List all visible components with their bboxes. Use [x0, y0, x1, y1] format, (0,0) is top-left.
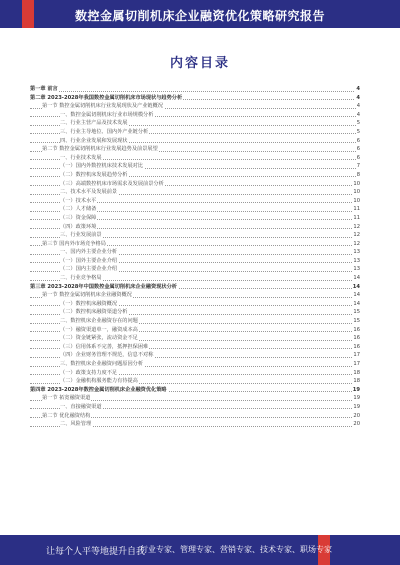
- toc-entry-title: 第三节 国内外市场竞争格局: [42, 240, 106, 247]
- toc-entry-page: 4: [356, 111, 360, 118]
- toc-entry[interactable]: [30, 180, 360, 189]
- toc-entry-title: （四）企业财务管理不规范，信息不对称: [60, 352, 154, 359]
- toc-entry-title: （二）人才储备: [60, 206, 97, 213]
- toc-entry[interactable]: [30, 102, 360, 111]
- toc-entry-page: 14: [352, 283, 360, 290]
- toc-entry-page: 6: [356, 154, 360, 161]
- toc-entry-page: 19: [353, 403, 360, 410]
- toc-entry-page: 6: [356, 137, 360, 144]
- toc-entry[interactable]: [30, 145, 360, 154]
- toc-entry-title: 第三章 2023-2028年中国数控金属切削机床企业融资现状分析: [30, 283, 177, 290]
- toc-entry-page: 13: [353, 257, 360, 264]
- toc-entry[interactable]: [30, 128, 360, 137]
- toc-entry-page: 5: [356, 128, 360, 135]
- toc-entry-page: 11: [353, 214, 360, 221]
- toc-entry[interactable]: [30, 420, 360, 429]
- toc-entry-title: 一、行业技术发展: [60, 154, 102, 161]
- toc-entry-title: （三）高端数控机床市场需求及发展前景分析: [60, 180, 164, 187]
- toc-entry[interactable]: [30, 137, 360, 146]
- toc-entry[interactable]: [30, 334, 360, 343]
- toc-entry[interactable]: [30, 300, 360, 309]
- toc-entry[interactable]: [30, 377, 360, 386]
- toc-entry[interactable]: [30, 171, 360, 180]
- toc-entry[interactable]: [30, 317, 360, 326]
- toc-entry-page: 19: [353, 395, 360, 402]
- toc-entry[interactable]: [30, 326, 360, 335]
- toc-entry-page: 18: [353, 369, 360, 376]
- toc-entry-page: 16: [353, 335, 360, 342]
- report-title: 数控金属切削机床企业融资优化策略研究报告: [74, 9, 325, 23]
- toc-entry[interactable]: [30, 265, 360, 274]
- toc-entry[interactable]: [30, 308, 360, 317]
- toc-entry-title: （一）政策支持力度不足: [60, 369, 118, 376]
- toc-entry-title: （二）国内主要企业介绍: [60, 266, 118, 273]
- toc-entry-page: 10: [353, 180, 360, 187]
- toc-entry-page: 14: [353, 275, 360, 282]
- toc-entry[interactable]: [30, 223, 360, 232]
- toc-entry[interactable]: [30, 351, 360, 360]
- toc-entry-title: 第二节 数控金属切削机床行业发展趋势及前景展望: [42, 146, 158, 153]
- toc-entry[interactable]: [30, 119, 360, 128]
- toc-entry-title: 二、数控机床企业融资存在的问题: [60, 318, 138, 325]
- toc-entry-title: （三）信用体系不完善，抵押担保困难: [60, 343, 149, 350]
- toc-entry-page: 5: [356, 120, 360, 127]
- toc-entry-title: 第一节 数控金属切削机床企业融资概况: [42, 292, 132, 299]
- toc-entry-page: 12: [353, 232, 360, 239]
- toc-entry-title: （二）数控机床融资渠道分析: [60, 309, 128, 316]
- toc-entry-title: （二）数控机床发展趋势分析: [60, 171, 128, 178]
- table-of-contents: [30, 85, 360, 429]
- toc-entry-page: 4: [356, 94, 360, 101]
- toc-entry-title: （一）国内外数控机床技术发展对比: [60, 163, 144, 170]
- toc-entry-page: 20: [353, 412, 360, 419]
- toc-entry[interactable]: [30, 386, 360, 395]
- toc-entry-title: 二、行业竞争格局: [60, 275, 102, 282]
- toc-entry[interactable]: [30, 360, 360, 369]
- toc-entry-title: （一）国外主要企业介绍: [60, 257, 118, 264]
- toc-entry-title: 三、数控机床企业融资问题原因分析: [60, 361, 144, 367]
- toc-entry-page: 4: [356, 86, 360, 92]
- toc-entry[interactable]: [30, 162, 360, 171]
- toc-entry-title: （一）技术水平: [60, 197, 97, 204]
- toc-entry[interactable]: [30, 231, 360, 240]
- toc-entry-page: 10: [353, 197, 360, 204]
- toc-entry-title: 四、行业企业发展和发展现状: [60, 137, 128, 144]
- toc-entry[interactable]: [30, 85, 360, 94]
- toc-entry[interactable]: [30, 369, 360, 378]
- toc-heading: 内容目录: [169, 56, 230, 71]
- toc-entry[interactable]: [30, 394, 360, 403]
- toc-entry-title: 一、国内外主要企业分析: [60, 249, 118, 256]
- toc-entry[interactable]: [30, 257, 360, 266]
- toc-entry-page: 12: [353, 240, 360, 247]
- toc-entry[interactable]: [30, 412, 360, 421]
- toc-entry-page: 6: [356, 146, 360, 153]
- toc-entry-page: 12: [353, 223, 360, 230]
- toc-entry-title: 二、风险管理: [60, 421, 92, 428]
- toc-entry-page: 14: [353, 292, 360, 299]
- toc-entry-title: （二）资金链紧张，流动资金不足: [60, 335, 138, 342]
- toc-entry-page: 13: [353, 266, 360, 273]
- toc-entry-page: 16: [353, 326, 360, 333]
- toc-entry-title: 第一节 拓宽融资渠道: [42, 395, 91, 402]
- toc-entry[interactable]: [30, 111, 360, 120]
- toc-entry[interactable]: [30, 343, 360, 352]
- toc-entry-page: 10: [353, 189, 360, 196]
- toc-entry-page: 19: [352, 386, 360, 393]
- toc-entry-title: （二）金融机构服务能力有待提高: [60, 378, 138, 385]
- page-footer: [0, 535, 400, 565]
- toc-entry-title: 第一章 前言: [30, 86, 58, 92]
- footer-tagline: 行业专家、管理专家、营销专家、技术专家、职场专家: [140, 545, 332, 554]
- toc-entry-page: 15: [353, 318, 360, 325]
- toc-entry-title: 三、行业主导地位、国内外产业链分析: [60, 128, 149, 135]
- toc-entry[interactable]: [30, 274, 360, 283]
- toc-entry-title: 第二节 优化融资结构: [42, 412, 91, 419]
- toc-entry[interactable]: [30, 248, 360, 257]
- toc-entry-page: 20: [353, 421, 360, 428]
- toc-entry-title: 二、技术水平及发展前景: [60, 189, 118, 196]
- toc-entry-page: 7: [356, 163, 360, 170]
- toc-entry[interactable]: [30, 214, 360, 223]
- footer-slogan: 让每个人平等地提升自我: [46, 547, 146, 557]
- toc-entry-page: 15: [353, 309, 360, 316]
- toc-entry[interactable]: [30, 188, 360, 197]
- toc-entry-page: 14: [353, 300, 360, 307]
- toc-entry-title: 一、数控金属切削机床行业市场规模分析: [60, 111, 154, 118]
- toc-entry-title: 二、行业主营产品及技术发展: [60, 120, 128, 127]
- toc-entry[interactable]: [30, 205, 360, 214]
- toc-entry-page: 8: [356, 171, 360, 178]
- toc-entry-page: 4: [356, 103, 360, 110]
- toc-entry-title: （一）数控机床融资概况: [60, 300, 118, 307]
- toc-entry-title: 三、行业发展前景: [60, 232, 102, 239]
- toc-entry-title: 第二章 2023-2028年我国数控金属切削机床市场现状与趋势分析: [30, 94, 183, 101]
- toc-entry-title: （三）资金保障: [60, 214, 97, 221]
- toc-entry[interactable]: [30, 283, 360, 292]
- toc-entry[interactable]: [30, 240, 360, 249]
- toc-entry-page: 16: [353, 343, 360, 350]
- toc-entry[interactable]: [30, 94, 360, 103]
- toc-entry-page: 17: [353, 361, 360, 367]
- toc-entry[interactable]: [30, 197, 360, 206]
- toc-entry-page: 13: [353, 249, 360, 256]
- toc-entry-title: 第四章 2023-2028年数控金属切削机床企业融资优化策略: [30, 386, 167, 393]
- toc-entry[interactable]: [30, 154, 360, 163]
- report-header: [0, 0, 400, 28]
- toc-entry-page: 17: [353, 352, 360, 359]
- toc-entry[interactable]: [30, 403, 360, 412]
- toc-entry-page: 18: [353, 378, 360, 385]
- toc-entry-title: （一）融资渠道单一，融资成本高: [60, 326, 138, 333]
- toc-entry-page: 11: [353, 206, 360, 213]
- toc-entry-title: 第一节 数控金属切削机床行业发展现状及产业链概况: [42, 103, 163, 110]
- toc-entry-title: 一、直接融资渠道: [60, 403, 102, 410]
- toc-entry-title: （四）政策环境: [60, 223, 97, 230]
- toc-entry[interactable]: [30, 291, 360, 300]
